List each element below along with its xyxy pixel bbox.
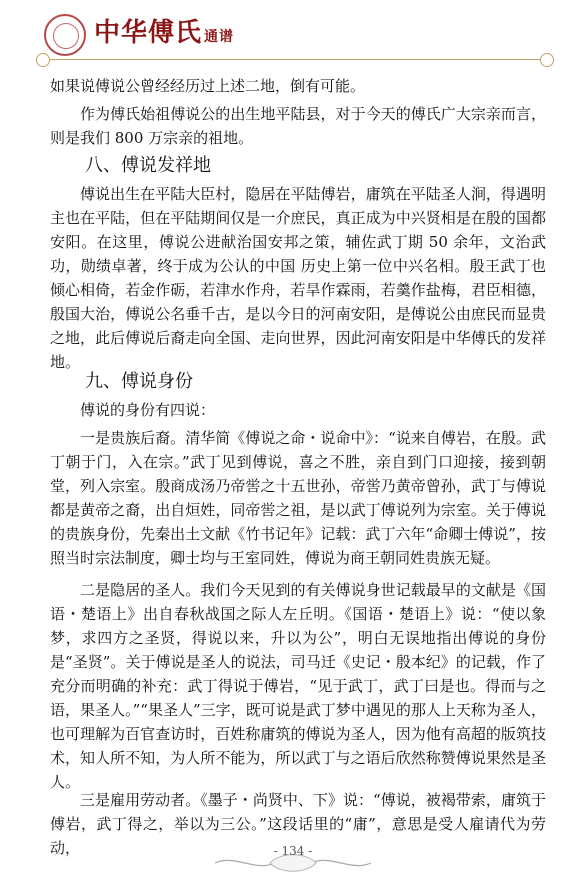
section-heading-8: 八、傅说发祥地 [85, 155, 211, 176]
paragraph-6: 二是隐居的圣人。我们今天见到的有关傅说身世记载最早的文献是《国语・楚语上》出自春秋战国之际人左丘明。《国语・楚语上》说：“使以象梦，求四方之圣贤，得说以来，升以为公”，明白无误地指出傅说的身份是“圣贤”。关于傅说是圣人的说法，司马迁《史记・殷本纪》的记载，作了充分而明确的补充：武丁得说于傅岩，“见于武丁，武丁曰是也。得而与之语，果圣人。”“果圣人”三字，既可说是武丁梦中遇见的那人上天称为圣人，也可理解为百官查访时，百姓称庸筑的傅说为圣人，因为他有高超的版筑技术，知人所不知，为人所不能为，所以武丁与之语后欣然称赞傅说果然是圣人。 [50, 581, 546, 791]
brand-main: 中华傅氏 [94, 18, 203, 48]
paragraph-4: 傅说的身份有四说： [80, 401, 216, 419]
page-number: - 134 - [273, 844, 313, 858]
paragraph-2: 作为傅氏始祖傅说公的出生地平陆县，对于今天的傅氏广大宗亲而言，则是我们 800 万宗亲的祖地。 [50, 105, 546, 147]
section-heading-9: 九、傅说身份 [85, 371, 193, 392]
brand-sub: 通谱 [204, 29, 235, 45]
rule-ornament-right [540, 53, 554, 67]
brand-title [94, 12, 234, 49]
paragraph-7: 三是雇用劳动者。《墨子・尚贤中、下》说：“傅说，被褐带索，庸筑于傅岩，武丁得之，举以为三公。”这段话里的“庸”，意思是受人雇请代为劳动， [50, 791, 546, 857]
paragraph-3: 傅说出生在平陆大臣村，隐居在平陆傅岩，庸筑在平陆圣人涧，得遇明主也在平陆，但在平陆期间仅是一介庶民，真正成为中兴贤相是在殷的国都安阳。在这里，傅说公进献治国安邦之策，辅佐武丁期 50 余年，文治武功，勋绩卓著，终于成为公认的中国 历史上第一位中兴名相。殷王武丁也倾心相倚，若金作砺，若津水作舟，若旱作霖雨，若羹作盐梅，君臣相德，殷国大治，傅说公名垂千古，是以今日的河南安阳，是傅说公由庶民而显贵之地，此后傅说后裔走向全国、走向世界，因此河南安阳是中华傅氏的发祥地。 [50, 185, 546, 371]
page-header [0, 0, 586, 68]
header-rule [40, 59, 548, 60]
seal-logo-icon [44, 14, 86, 56]
rule-ornament-left [36, 53, 50, 67]
page-footer [0, 838, 586, 881]
paragraph-5: 一是贵族后裔。清华简《傅说之命・说命中》：“说来自傅岩，在殷。武丁朝于门，入在宗。”武丁见到傅说，喜之不胜，亲自到门口迎接，接到朝堂，列入宗室。殷商成汤乃帝喾之十五世孙，帝喾乃黄帝曾孙，武丁与傅说都是黄帝之裔，出自烜姓，同帝喾之祖，是以武丁傅说列为宗室。关于傅说的贵族身份，先秦出土文献《竹书记年》记载：武丁六年“命卿士傅说”，按照当时宗法制度，卿士均与王室同姓，傅说为商王朝同姓贵族无疑。 [50, 429, 546, 567]
paragraph-1: 如果说傅说公曾经经历过上述二地，倒有可能。 [50, 77, 366, 95]
